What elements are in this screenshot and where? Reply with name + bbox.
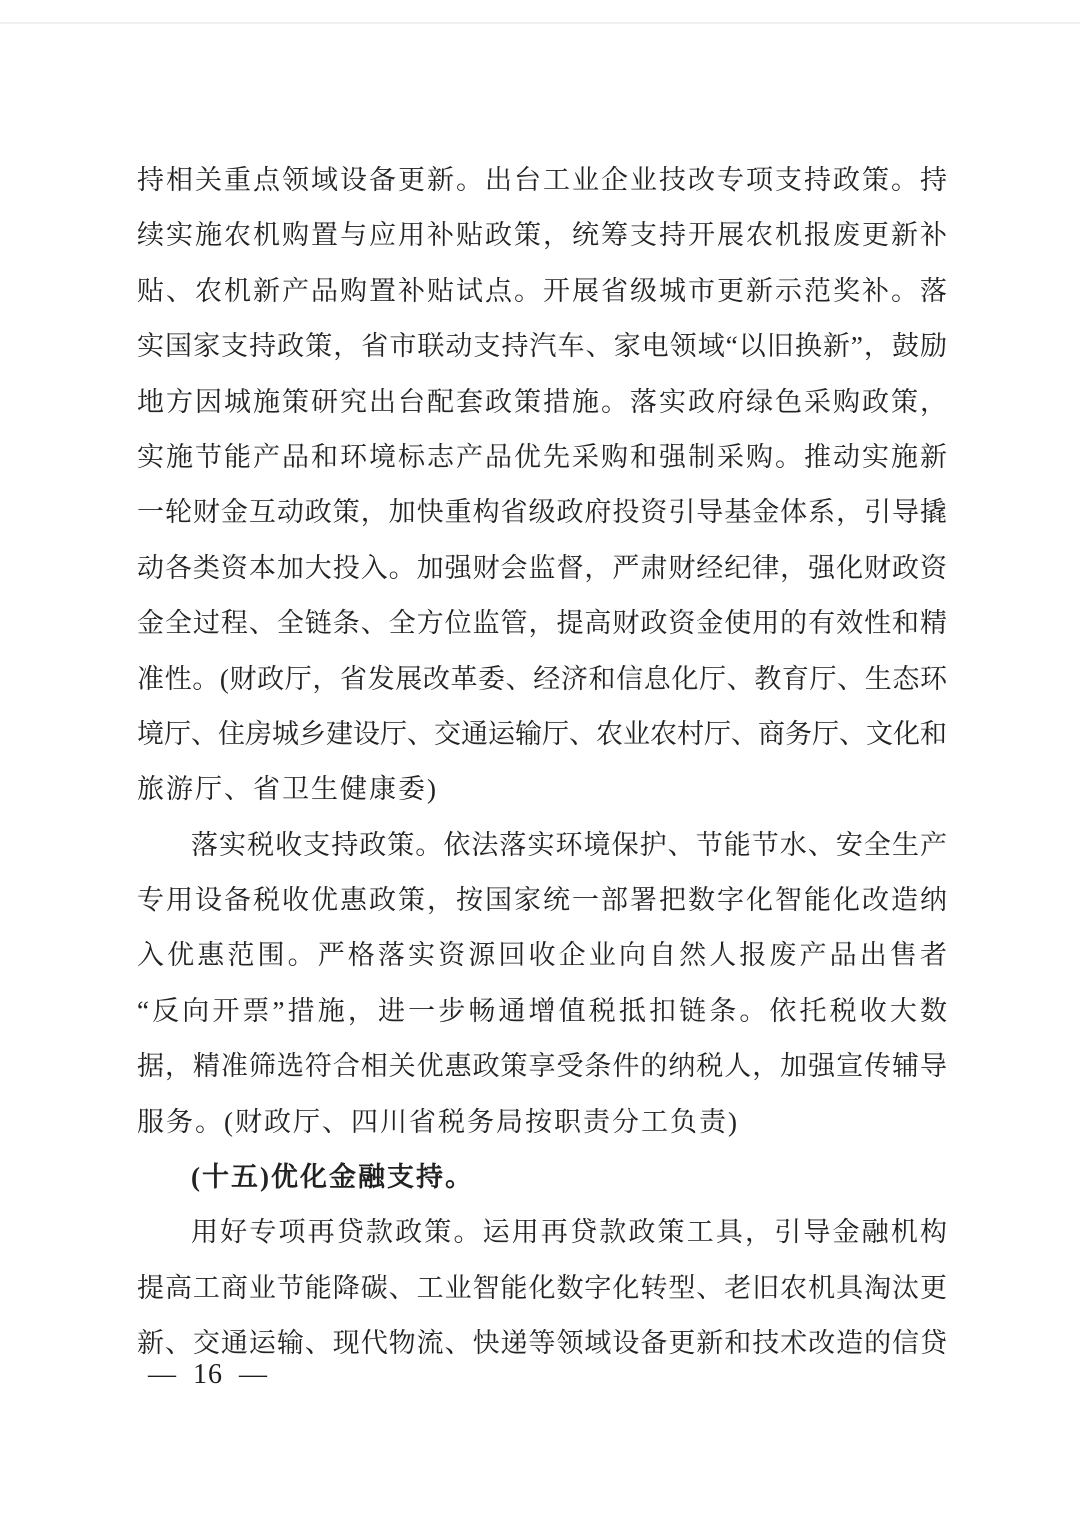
body-line: 实国家支持政策，省市联动支持汽车、家电领域“以旧换新”，鼓励	[137, 331, 947, 362]
body-line: 准性。(财政厅，省发展改革委、经济和信息化厅、教育厅、生态环	[137, 663, 947, 694]
body-line: 据，精准筛选符合相关优惠政策享受条件的纳税人，加强宣传辅导	[137, 1051, 947, 1082]
body-line: 落实税收支持政策。依法落实环境保护、节能节水、安全生产	[191, 829, 947, 860]
body-line: 实施节能产品和环境标志产品优先采购和强制采购。推动实施新	[137, 441, 947, 472]
body-line: 金全过程、全链条、全方位监管，提高财政资金使用的有效性和精	[137, 608, 947, 639]
body-line: 续实施农机购置与应用补贴政策，统筹支持开展农机报废更新补	[137, 220, 947, 251]
body-text	[137, 153, 947, 1372]
section-heading: (十五)优化金融支持。	[191, 1162, 474, 1193]
page-number: — 16 —	[148, 1359, 268, 1390]
body-line: 旅游厅、省卫生健康委)	[137, 774, 438, 805]
body-line: 境厅、住房城乡建设厅、交通运输厅、农业农村厅、商务厅、文化和	[137, 718, 947, 749]
body-line: “反向开票”措施，进一步畅通增值税抵扣链条。依托税收大数	[137, 995, 947, 1026]
body-line: 提高工商业节能降碳、工业智能化数字化转型、老旧农机具淘汰更	[137, 1272, 947, 1303]
body-line: 用好专项再贷款政策。运用再贷款政策工具，引导金融机构	[191, 1217, 947, 1248]
body-line: 服务。(财政厅、四川省税务局按职责分工负责)	[137, 1106, 739, 1137]
body-line: 动各类资本加大投入。加强财会监督，严肃财经纪律，强化财政资	[137, 552, 947, 583]
body-line: 地方因城施策研究出台配套政策措施。落实政府绿色采购政策，	[137, 386, 947, 417]
body-line: 一轮财金互动政策，加快重构省级政府投资引导基金体系，引导撬	[137, 497, 947, 528]
body-line: 新、交通运输、现代物流、快递等领域设备更新和技术改造的信贷	[137, 1328, 947, 1359]
body-line: 入优惠范围。严格落实资源回收企业向自然人报废产品出售者	[137, 940, 947, 971]
scan-artifact-line	[0, 22, 1080, 24]
body-line: 贴、农机新产品购置补贴试点。开展省级城市更新示范奖补。落	[137, 275, 947, 306]
body-line: 持相关重点领域设备更新。出台工业企业技改专项支持政策。持	[137, 165, 947, 195]
body-line: 专用设备税收优惠政策，按国家统一部署把数字化智能化改造纳	[137, 885, 947, 916]
